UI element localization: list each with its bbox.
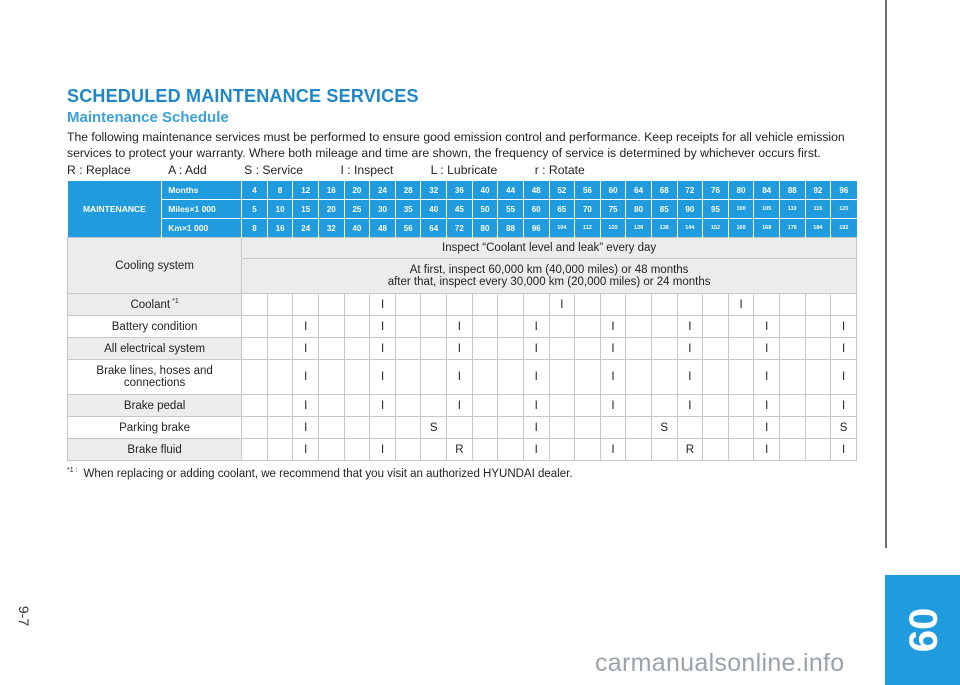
schedule-cell (575, 360, 601, 395)
header-cell: 56 (395, 219, 421, 238)
schedule-cell: I (677, 395, 703, 417)
header-cell: 105 (754, 200, 780, 219)
schedule-cell: I (754, 417, 780, 439)
schedule-cell (728, 417, 754, 439)
schedule-cell: I (370, 439, 396, 461)
schedule-cell (498, 360, 524, 395)
header-cell: 24 (370, 181, 396, 200)
header-cell: 45 (447, 200, 473, 219)
header-cell: 32 (421, 181, 447, 200)
schedule-cell (267, 338, 293, 360)
margin-rule (885, 0, 887, 548)
schedule-cell (651, 395, 677, 417)
schedule-cell (242, 417, 268, 439)
schedule-cell (344, 395, 370, 417)
header-cell: 20 (319, 200, 345, 219)
table-row (68, 395, 857, 417)
schedule-cell (242, 360, 268, 395)
schedule-cell: I (754, 395, 780, 417)
schedule-cell: I (831, 439, 857, 461)
item-label: Parking brake (119, 421, 191, 434)
schedule-cell: I (754, 439, 780, 461)
header-cell: 8 (267, 181, 293, 200)
schedule-cell: I (831, 316, 857, 338)
header-cell: 96 (523, 219, 549, 238)
header-cell: 15 (293, 200, 319, 219)
schedule-cell: I (677, 316, 703, 338)
legend (67, 163, 857, 180)
item-label: Brake lines, hoses and connections (96, 365, 213, 389)
header-cell: 20 (344, 181, 370, 200)
schedule-cell: I (293, 439, 319, 461)
schedule-cell (344, 439, 370, 461)
header-cell: 80 (626, 200, 652, 219)
header-cell: 90 (677, 200, 703, 219)
schedule-cell: I (754, 316, 780, 338)
schedule-cell (805, 316, 831, 338)
chapter-tab[interactable] (885, 575, 960, 685)
schedule-cell (447, 417, 473, 439)
schedule-cell (498, 294, 524, 316)
schedule-cell: R (447, 439, 473, 461)
schedule-cell (319, 417, 345, 439)
schedule-cell (600, 417, 626, 439)
header-cell: 65 (549, 200, 575, 219)
header-cell: 112 (575, 219, 601, 238)
header-cell: 60 (600, 181, 626, 200)
schedule-cell: I (293, 338, 319, 360)
schedule-cell (498, 395, 524, 417)
schedule-cell (703, 395, 729, 417)
schedule-cell: I (293, 360, 319, 395)
section-subheading: Maintenance Schedule (67, 109, 229, 126)
header-cell: 64 (626, 181, 652, 200)
schedule-cell (549, 395, 575, 417)
schedule-cell (805, 417, 831, 439)
header-cell: 96 (831, 181, 857, 200)
schedule-cell: S (831, 417, 857, 439)
schedule-cell (575, 338, 601, 360)
schedule-cell (242, 294, 268, 316)
cooling-note-line-1: At first, inspect 60,000 km (40,000 miles) or 48 months (409, 264, 689, 276)
item-label: Brake pedal (123, 399, 186, 412)
schedule-cell: I (370, 294, 396, 316)
schedule-cell (779, 338, 805, 360)
header-cell: 110 (779, 200, 805, 219)
schedule-cell (575, 294, 601, 316)
schedule-cell: I (600, 360, 626, 395)
schedule-cell: I (370, 395, 396, 417)
header-cell: 80 (728, 181, 754, 200)
schedule-cell: I (600, 316, 626, 338)
schedule-cell (805, 360, 831, 395)
schedule-cell (267, 316, 293, 338)
maintenance-schedule-table (67, 180, 857, 461)
schedule-cell (754, 294, 780, 316)
schedule-cell (344, 360, 370, 395)
schedule-cell: I (293, 417, 319, 439)
schedule-cell: I (370, 360, 396, 395)
header-cell: 40 (421, 200, 447, 219)
header-cell: 104 (549, 219, 575, 238)
schedule-cell (319, 439, 345, 461)
schedule-cell (267, 417, 293, 439)
schedule-cell (805, 294, 831, 316)
header-cell: 128 (626, 219, 652, 238)
cooling-note-line-2: after that, inspect every 30,000 km (20,000 miles) or 24 months (387, 276, 711, 288)
header-cell: 8 (242, 219, 268, 238)
header-cell: 76 (703, 181, 729, 200)
schedule-cell: I (370, 316, 396, 338)
legend-lubricate: L : Lubricate (430, 163, 498, 177)
header-cell: 75 (600, 200, 626, 219)
legend-inspect: I : Inspect (340, 163, 394, 177)
item-name (68, 338, 242, 360)
schedule-cell (421, 294, 447, 316)
schedule-cell: I (523, 338, 549, 360)
schedule-cell (651, 338, 677, 360)
schedule-cell (600, 294, 626, 316)
header-cell: 16 (267, 219, 293, 238)
schedule-cell (779, 395, 805, 417)
schedule-cell (805, 395, 831, 417)
schedule-cell (575, 417, 601, 439)
schedule-cell: S (651, 417, 677, 439)
schedule-cell (728, 338, 754, 360)
header-cell: 144 (677, 219, 703, 238)
schedule-cell: I (831, 395, 857, 417)
item-label: Brake fluid (127, 443, 182, 456)
table-row (68, 316, 857, 338)
header-cell: 152 (703, 219, 729, 238)
item-label: Coolant (130, 298, 171, 311)
header-cell: 24 (293, 219, 319, 238)
schedule-cell (395, 338, 421, 360)
table-row-cooling-system (68, 238, 857, 259)
maintenance-header: MAINTENANCE (68, 181, 162, 238)
header-cell: 28 (395, 181, 421, 200)
schedule-cell (472, 395, 498, 417)
schedule-cell (344, 316, 370, 338)
schedule-cell: I (754, 338, 780, 360)
schedule-cell: S (421, 417, 447, 439)
schedule-cell (242, 439, 268, 461)
schedule-cell (421, 316, 447, 338)
schedule-cell (703, 294, 729, 316)
header-row-km (68, 219, 857, 238)
schedule-cell (626, 294, 652, 316)
schedule-cell (779, 439, 805, 461)
item-name (68, 316, 242, 338)
schedule-cell: I (523, 395, 549, 417)
schedule-cell (779, 294, 805, 316)
header-cell: 184 (805, 219, 831, 238)
header-cell: 100 (728, 200, 754, 219)
header-cell: 168 (754, 219, 780, 238)
schedule-cell: I (831, 360, 857, 395)
header-cell: 40 (472, 181, 498, 200)
header-cell: 64 (421, 219, 447, 238)
table-row (68, 338, 857, 360)
header-cell: 5 (242, 200, 268, 219)
schedule-cell: I (600, 395, 626, 417)
schedule-cell (395, 417, 421, 439)
page-number: 9-7 (16, 605, 32, 627)
schedule-cell (447, 294, 473, 316)
item-label: Battery condition (111, 320, 198, 333)
schedule-cell (267, 395, 293, 417)
schedule-cell (831, 294, 857, 316)
item-label: All electrical system (104, 342, 206, 355)
header-cell: 55 (498, 200, 524, 219)
schedule-cell (267, 360, 293, 395)
header-cell: 120 (831, 200, 857, 219)
header-cell: 32 (319, 219, 345, 238)
schedule-cell (549, 439, 575, 461)
schedule-cell (242, 395, 268, 417)
header-cell: 160 (728, 219, 754, 238)
schedule-cell (523, 294, 549, 316)
header-cell: 56 (575, 181, 601, 200)
schedule-cell (703, 417, 729, 439)
header-cell: 48 (523, 181, 549, 200)
schedule-cell (575, 316, 601, 338)
schedule-cell: I (600, 338, 626, 360)
header-cell: 84 (754, 181, 780, 200)
schedule-cell (293, 294, 319, 316)
schedule-cell (319, 360, 345, 395)
schedule-cell (344, 338, 370, 360)
legend-service: S : Service (244, 163, 304, 177)
schedule-cell (626, 316, 652, 338)
header-label-miles: Miles×1 000 (162, 200, 242, 219)
schedule-cell (779, 316, 805, 338)
schedule-cell (472, 439, 498, 461)
header-cell: 12 (293, 181, 319, 200)
header-cell: 92 (805, 181, 831, 200)
schedule-cell (728, 395, 754, 417)
schedule-cell: I (447, 316, 473, 338)
header-label-km: Km×1 000 (162, 219, 242, 238)
schedule-cell (549, 417, 575, 439)
table-row (68, 417, 857, 439)
schedule-cell: I (523, 316, 549, 338)
item-name (68, 395, 242, 417)
schedule-cell (498, 439, 524, 461)
header-cell: 68 (651, 181, 677, 200)
schedule-cell (703, 338, 729, 360)
schedule-cell (805, 439, 831, 461)
schedule-cell: I (728, 294, 754, 316)
schedule-cell: I (523, 417, 549, 439)
schedule-cell (395, 395, 421, 417)
schedule-cell (575, 395, 601, 417)
schedule-cell (242, 338, 268, 360)
schedule-cell (779, 417, 805, 439)
schedule-cell (626, 360, 652, 395)
schedule-cell: I (293, 395, 319, 417)
cooling-note-daily: Inspect “Coolant level and leak” every day (242, 238, 857, 259)
schedule-cell: I (293, 316, 319, 338)
schedule-cell (651, 316, 677, 338)
schedule-cell (370, 417, 396, 439)
schedule-cell: I (549, 294, 575, 316)
header-cell: 176 (779, 219, 805, 238)
item-name (68, 294, 242, 316)
schedule-cell: I (447, 360, 473, 395)
item-name (68, 417, 242, 439)
header-row-months (68, 181, 857, 200)
header-cell: 115 (805, 200, 831, 219)
schedule-cell (549, 360, 575, 395)
schedule-cell: I (677, 360, 703, 395)
schedule-cell (703, 439, 729, 461)
section-heading: SCHEDULED MAINTENANCE SERVICES (67, 86, 419, 106)
schedule-cell (319, 395, 345, 417)
schedule-cell (395, 360, 421, 395)
schedule-cell: R (677, 439, 703, 461)
header-cell: 120 (600, 219, 626, 238)
header-cell: 192 (831, 219, 857, 238)
schedule-cell (395, 294, 421, 316)
schedule-cell: I (523, 360, 549, 395)
footnote-ref: *1 (172, 298, 179, 306)
schedule-cell (677, 417, 703, 439)
table-row (68, 439, 857, 461)
header-cell: 40 (344, 219, 370, 238)
schedule-cell: I (523, 439, 549, 461)
page-content (67, 86, 857, 480)
schedule-cell (421, 360, 447, 395)
schedule-cell (677, 294, 703, 316)
schedule-cell (472, 338, 498, 360)
schedule-cell (395, 439, 421, 461)
footnote-text: When replacing or adding coolant, we recommend that you visit an authorized HYUNDAI dealer. (83, 467, 573, 480)
legend-replace: R : Replace (67, 163, 131, 177)
schedule-cell (651, 360, 677, 395)
legend-rotate: r : Rotate (534, 163, 585, 177)
watermark: carmanualsonline.info (595, 649, 845, 677)
schedule-cell (651, 439, 677, 461)
header-cell: 95 (703, 200, 729, 219)
schedule-cell: I (447, 338, 473, 360)
footnote-mark: *1 : (67, 467, 78, 474)
header-cell: 88 (779, 181, 805, 200)
header-cell: 52 (549, 181, 575, 200)
schedule-cell (549, 338, 575, 360)
schedule-cell (421, 338, 447, 360)
schedule-cell (498, 316, 524, 338)
schedule-cell (472, 360, 498, 395)
footnote (67, 467, 857, 480)
item-name (68, 360, 242, 395)
schedule-cell: I (677, 338, 703, 360)
header-cell: 50 (472, 200, 498, 219)
schedule-cell (472, 294, 498, 316)
header-cell: 44 (498, 181, 524, 200)
header-cell: 88 (498, 219, 524, 238)
header-cell: 85 (651, 200, 677, 219)
schedule-cell (319, 338, 345, 360)
schedule-cell (626, 417, 652, 439)
header-cell: 72 (447, 219, 473, 238)
header-cell: 136 (651, 219, 677, 238)
item-name: Cooling system (68, 238, 242, 294)
schedule-cell (267, 294, 293, 316)
schedule-cell (703, 316, 729, 338)
schedule-cell (344, 417, 370, 439)
header-cell: 10 (267, 200, 293, 219)
header-cell: 72 (677, 181, 703, 200)
schedule-cell (319, 294, 345, 316)
schedule-cell (498, 338, 524, 360)
schedule-cell: I (447, 395, 473, 417)
schedule-cell (626, 439, 652, 461)
table-row (68, 360, 857, 395)
schedule-cell (267, 439, 293, 461)
schedule-cell: I (370, 338, 396, 360)
schedule-cell (626, 338, 652, 360)
header-cell: 25 (344, 200, 370, 219)
schedule-cell (421, 439, 447, 461)
header-cell: 70 (575, 200, 601, 219)
header-cell: 60 (523, 200, 549, 219)
chapter-tab-number: 09 (901, 607, 945, 653)
schedule-cell (421, 395, 447, 417)
schedule-cell (575, 439, 601, 461)
header-cell: 48 (370, 219, 396, 238)
schedule-cell (472, 417, 498, 439)
header-label-months: Months (162, 181, 242, 200)
header-row-miles (68, 200, 857, 219)
schedule-cell (703, 360, 729, 395)
schedule-cell (626, 395, 652, 417)
schedule-cell (395, 316, 421, 338)
intro-paragraph: The following maintenance services must be performed to ensure good emission control and performance. Keep receipts for all vehicle emission services to protect your warranty. Where both mileage and time are shown, the frequency of service is determined by whichever occurs first. (67, 130, 845, 160)
header-cell: 35 (395, 200, 421, 219)
header-cell: 36 (447, 181, 473, 200)
schedule-cell (728, 360, 754, 395)
header-cell: 30 (370, 200, 396, 219)
schedule-cell (319, 316, 345, 338)
schedule-cell (549, 316, 575, 338)
schedule-cell (805, 338, 831, 360)
schedule-cell (344, 294, 370, 316)
schedule-cell (498, 417, 524, 439)
schedule-cell (728, 316, 754, 338)
item-name (68, 439, 242, 461)
schedule-cell (242, 316, 268, 338)
cooling-note-interval (242, 259, 857, 294)
schedule-cell (651, 294, 677, 316)
header-cell: 80 (472, 219, 498, 238)
schedule-cell (728, 439, 754, 461)
table-row (68, 294, 857, 316)
header-cell: 4 (242, 181, 268, 200)
legend-add: A : Add (168, 163, 207, 177)
schedule-cell: I (600, 439, 626, 461)
schedule-cell: I (831, 338, 857, 360)
schedule-cell (779, 360, 805, 395)
schedule-cell (472, 316, 498, 338)
header-cell: 16 (319, 181, 345, 200)
schedule-cell: I (754, 360, 780, 395)
